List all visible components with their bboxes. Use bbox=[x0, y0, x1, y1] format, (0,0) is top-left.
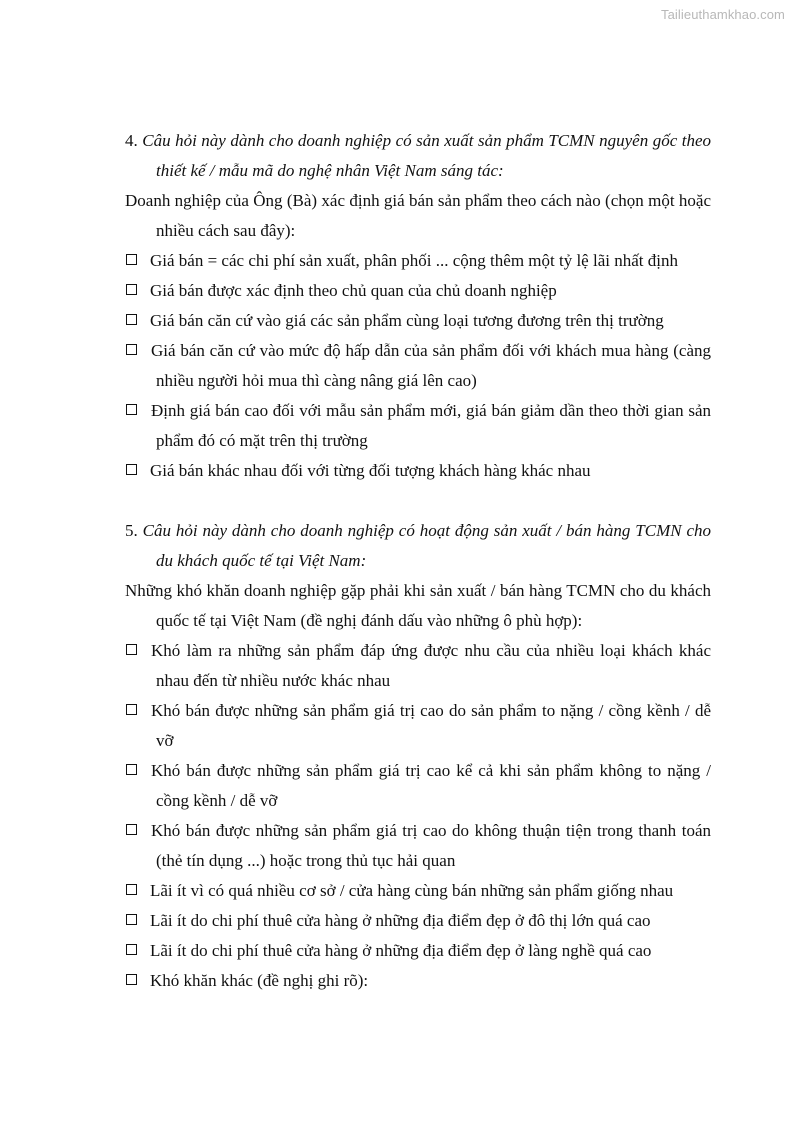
q5-option-5[interactable] bbox=[125, 876, 711, 906]
checkbox-icon[interactable] bbox=[126, 974, 137, 985]
checkbox-icon[interactable] bbox=[126, 314, 137, 325]
q5-option-7-label: Lãi ít do chi phí thuê cửa hàng ở những địa điểm đẹp ở làng nghề quá cao bbox=[150, 941, 652, 960]
checkbox-icon[interactable] bbox=[126, 704, 137, 715]
q4-option-3-label: Giá bán căn cứ vào giá các sản phẩm cùng loại tương đương trên thị trường bbox=[150, 311, 664, 330]
q4-option-3[interactable] bbox=[125, 306, 711, 336]
q5-option-3-label: Khó bán được những sản phẩm giá trị cao kể cả khi sản phẩm không to nặng / cồng kềnh / dễ vỡ bbox=[151, 761, 711, 810]
checkbox-icon[interactable] bbox=[126, 344, 137, 355]
question-4 bbox=[125, 126, 711, 186]
checkbox-icon[interactable] bbox=[126, 914, 137, 925]
q5-option-2-label: Khó bán được những sản phẩm giá trị cao do sản phẩm to nặng / cồng kềnh / dễ vỡ bbox=[151, 701, 711, 750]
question-5-number: 5. bbox=[125, 521, 138, 540]
checkbox-icon[interactable] bbox=[126, 464, 137, 475]
q5-option-1-label: Khó làm ra những sản phẩm đáp ứng được nhu cầu của nhiều loại khách khác nhau đến từ nhiều nước khác nhau bbox=[151, 641, 711, 690]
q4-option-1[interactable] bbox=[125, 246, 711, 276]
q5-option-1[interactable] bbox=[125, 636, 711, 696]
checkbox-icon[interactable] bbox=[126, 764, 137, 775]
q5-option-3[interactable] bbox=[125, 756, 711, 816]
q5-option-8-label: Khó khăn khác (đề nghị ghi rõ): bbox=[150, 971, 369, 990]
q4-option-5-label: Định giá bán cao đối với mẫu sản phẩm mới, giá bán giảm dần theo thời gian sản phẩm đó có mặt trên thị trường bbox=[151, 401, 711, 450]
question-5 bbox=[125, 516, 711, 576]
question-5-intro: Những khó khăn doanh nghiệp gặp phải khi sản xuất / bán hàng TCMN cho du khách quốc tế tại Việt Nam (đề nghị đánh dấu vào những ô phù hợp): bbox=[125, 581, 711, 630]
checkbox-icon[interactable] bbox=[126, 884, 137, 895]
section-spacer bbox=[125, 486, 711, 516]
q4-option-4[interactable] bbox=[125, 336, 711, 396]
question-4-text: Câu hỏi này dành cho doanh nghiệp có sản xuất sản phẩm TCMN nguyên gốc theo thiết kế / mẫu mã do nghệ nhân Việt Nam sáng tác: bbox=[142, 131, 712, 180]
question-4-number: 4. bbox=[125, 131, 138, 150]
q4-option-5[interactable] bbox=[125, 396, 711, 456]
q4-option-2[interactable] bbox=[125, 276, 711, 306]
question-4-intro: Doanh nghiệp của Ông (Bà) xác định giá bán sản phẩm theo cách nào (chọn một hoặc nhiều cách sau đây): bbox=[125, 191, 711, 240]
q4-option-2-label: Giá bán được xác định theo chủ quan của chủ doanh nghiệp bbox=[150, 281, 557, 300]
checkbox-icon[interactable] bbox=[126, 824, 137, 835]
checkbox-icon[interactable] bbox=[126, 404, 137, 415]
q5-option-6-label: Lãi ít do chi phí thuê cửa hàng ở những địa điểm đẹp ở đô thị lớn quá cao bbox=[150, 911, 651, 930]
questionnaire-page bbox=[125, 126, 711, 996]
q4-option-6-label: Giá bán khác nhau đối với từng đối tượng khách hàng khác nhau bbox=[150, 461, 591, 480]
question-5-text: Câu hỏi này dành cho doanh nghiệp có hoạt động sản xuất / bán hàng TCMN cho du khách quốc tế tại Việt Nam: bbox=[142, 521, 711, 570]
watermark: Tailieuthamkhao.com bbox=[660, 7, 785, 22]
checkbox-icon[interactable] bbox=[126, 944, 137, 955]
q5-option-8[interactable] bbox=[125, 966, 711, 996]
q5-option-6[interactable] bbox=[125, 906, 711, 936]
q4-option-6[interactable] bbox=[125, 456, 711, 486]
q5-option-7[interactable] bbox=[125, 936, 711, 966]
q5-option-4-label: Khó bán được những sản phẩm giá trị cao do không thuận tiện trong thanh toán (thẻ tín dụng ...) hoặc trong thủ tục hải quan bbox=[151, 821, 711, 870]
q4-option-1-label: Giá bán = các chi phí sản xuất, phân phối ... cộng thêm một tỷ lệ lãi nhất định bbox=[150, 251, 678, 270]
checkbox-icon[interactable] bbox=[126, 254, 137, 265]
q5-option-5-label: Lãi ít vì có quá nhiều cơ sở / cửa hàng cùng bán những sản phẩm giống nhau bbox=[150, 881, 674, 900]
checkbox-icon[interactable] bbox=[126, 644, 137, 655]
q5-option-2[interactable] bbox=[125, 696, 711, 756]
checkbox-icon[interactable] bbox=[126, 284, 137, 295]
q5-option-4[interactable] bbox=[125, 816, 711, 876]
q4-option-4-label: Giá bán căn cứ vào mức độ hấp dẫn của sản phẩm đối với khách mua hàng (càng nhiều người hỏi mua thì càng nâng giá lên cao) bbox=[151, 341, 711, 390]
